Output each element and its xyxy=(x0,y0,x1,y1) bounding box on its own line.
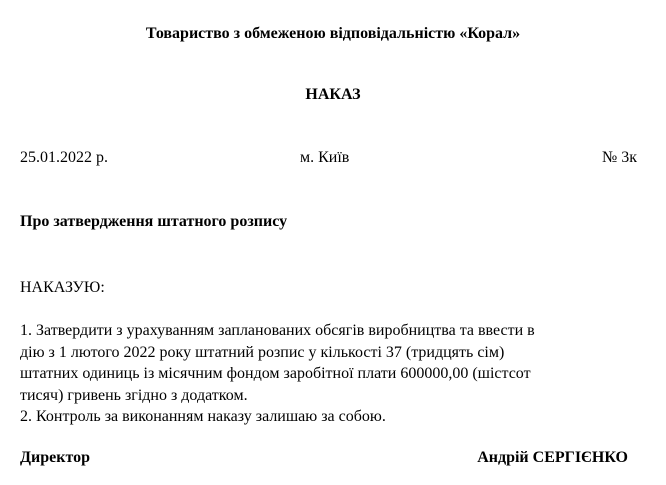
order-date: 25.01.2022 р. xyxy=(20,149,108,166)
order-number: № 3к xyxy=(601,149,637,166)
order-item-2-line-1: 2. Контроль за виконанням наказу залишаю за собою. xyxy=(20,408,386,425)
order-item-1-line-4: тисяч) гривень згідно з додатком. xyxy=(20,386,248,404)
order-subject: Про затвердження штатного розпису xyxy=(20,213,288,230)
order-item-1-line-1: 1. Затвердити з урахуванням запланованих обсягів виробництва та ввести в xyxy=(20,322,535,339)
signature-name: Андрій СЕРГІЄНКО xyxy=(477,449,628,466)
order-item-1-line-2: дію з 1 лютого 2022 року штатний розпис у кількості 37 (тридцять сім) xyxy=(20,343,505,361)
order-directive: НАКАЗУЮ: xyxy=(20,279,105,296)
order-body xyxy=(20,320,640,428)
order-item-1-line-3: штатних одиниць із місячним фондом заробітної плати 600000,00 (шістсот xyxy=(20,365,531,382)
order-city: м. Київ xyxy=(300,149,350,166)
signature-title: Директор xyxy=(20,449,90,466)
organization-name: Товариство з обмеженою відповідальністю «Корал» xyxy=(145,25,521,42)
document-type: НАКАЗ xyxy=(305,86,361,103)
